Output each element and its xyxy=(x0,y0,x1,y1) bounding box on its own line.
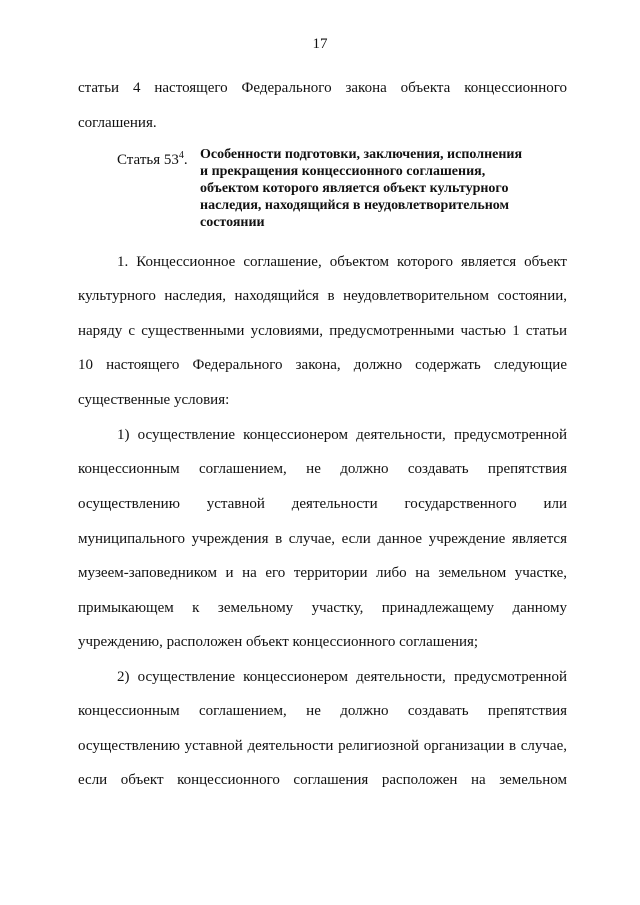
article-label-suffix: . xyxy=(183,152,188,168)
list-item-line: концессионным соглашением, не должно создавать препятствия xyxy=(78,461,567,477)
list-item-line: осуществлению уставной деятельности религиозной организации в случае, xyxy=(78,738,567,754)
paragraph-line: существенные условия: xyxy=(78,392,230,408)
paragraph-line: 1. Концессионное соглашение, объектом которого является объект xyxy=(117,254,567,270)
article-title-line: Особенности подготовки, заключения, исполнения xyxy=(200,147,523,162)
list-item-line: концессионным соглашением, не должно создавать препятствия xyxy=(78,703,567,719)
paragraph-line: наряду с существенными условиями, предусмотренными частью 1 статьи xyxy=(78,323,567,339)
list-item-line: музеем-заповедником и на его территории либо на земельном участке, xyxy=(78,565,567,581)
paragraph-line: 10 настоящего Федерального закона, должно содержать следующие xyxy=(78,357,567,373)
article-title-line: состоянии xyxy=(200,215,265,230)
list-item-line: примыкающем к земельному участку, принадлежащему данному xyxy=(78,600,567,616)
article-title-line: и прекращения концессионного соглашения, xyxy=(200,164,486,179)
article-label xyxy=(117,146,188,170)
list-item-line: учреждению, расположен объект концессионного соглашения; xyxy=(78,634,479,650)
list-item-line: 1) осуществление концессионером деятельности, предусмотренной xyxy=(117,427,567,443)
list-item-line: если объект концессионного соглашения расположен на земельном xyxy=(78,772,567,788)
page-number: 17 xyxy=(312,36,328,52)
list-item-line: 2) осуществление концессионером деятельности, предусмотренной xyxy=(117,669,567,685)
article-title xyxy=(200,146,580,231)
article-title-line: объектом которого является объект культурного xyxy=(200,181,509,196)
paragraph-line: культурного наследия, находящийся в неудовлетворительном состоянии, xyxy=(78,288,567,304)
article-title-line: наследия, находящийся в неудовлетворительном xyxy=(200,198,510,213)
list-item-line: муниципального учреждения в случае, если данное учреждение является xyxy=(78,531,567,547)
list-item-line: осуществлению уставной деятельности государственного или xyxy=(78,496,567,512)
article-label-prefix: Статья 53 xyxy=(117,152,179,168)
article-label-superscript: 4 xyxy=(178,150,184,161)
intro-line: статьи 4 настоящего Федерального закона объекта концессионного xyxy=(78,80,567,96)
intro-line: соглашения. xyxy=(78,115,157,131)
